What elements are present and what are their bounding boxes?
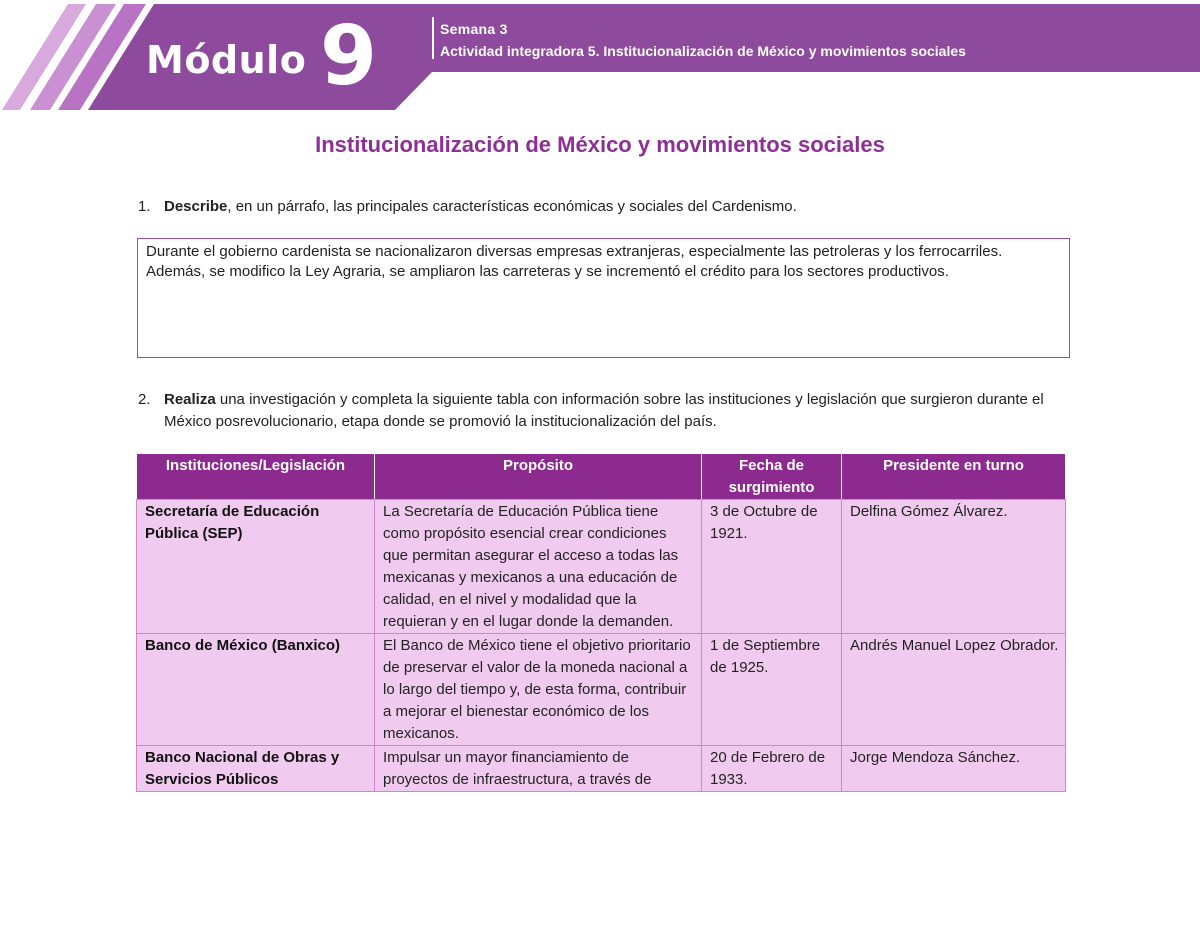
module-number: 9 bbox=[320, 9, 378, 104]
cell-institution[interactable]: Banco de México (Banxico) bbox=[137, 634, 375, 746]
cell-purpose[interactable]: Impulsar un mayor financiamiento de proyectos de infraestructura, a través de bbox=[375, 746, 702, 792]
question-verb: Describe bbox=[164, 198, 228, 215]
question-verb: Realiza bbox=[164, 391, 216, 408]
question-text bbox=[164, 196, 1068, 218]
activity-title: Actividad integradora 5. Institucionalización de México y movimientos sociales bbox=[440, 43, 966, 59]
question-number: 2. bbox=[138, 391, 151, 408]
question-number: 1. bbox=[138, 198, 151, 215]
question-body: , en un párrafo, las principales características económicas y sociales del Cardenismo. bbox=[227, 198, 797, 215]
cell-president[interactable]: Jorge Mendoza Sánchez. bbox=[842, 746, 1066, 792]
institutions-table bbox=[136, 453, 1066, 792]
cell-president[interactable]: Delfina Gómez Álvarez. bbox=[842, 500, 1066, 634]
cell-purpose[interactable]: La Secretaría de Educación Pública tiene como propósito esencial crear condiciones que permitan asegurar el acceso a todas las mexicanas y mexicanos a una educación de calidad, en el nivel y modalidad que la requieran y en el lugar donde la demanden. bbox=[375, 500, 702, 634]
question-text bbox=[164, 389, 1068, 433]
question-2 bbox=[138, 389, 1068, 433]
week-label: Semana 3 bbox=[440, 21, 508, 37]
header-president: Presidente en turno bbox=[842, 454, 1066, 500]
header-institution: Instituciones/Legislación bbox=[137, 454, 375, 500]
question-body: una investigación y completa la siguiente tabla con información sobre las instituciones y legislación que surgieron durante el México posrevolucionario, etapa donde se promovió la institucionalización del país. bbox=[164, 391, 1044, 430]
table-row bbox=[137, 634, 1066, 746]
header-divider bbox=[432, 17, 434, 59]
module-banner bbox=[0, 0, 1200, 115]
module-label: Módulo bbox=[146, 38, 307, 82]
cell-president[interactable]: Andrés Manuel Lopez Obrador. bbox=[842, 634, 1066, 746]
table-row bbox=[137, 500, 1066, 634]
table-header-row bbox=[137, 454, 1066, 500]
cell-institution[interactable]: Secretaría de Educación Pública (SEP) bbox=[137, 500, 375, 634]
question-1 bbox=[138, 196, 1068, 218]
cell-date[interactable]: 3 de Octubre de 1921. bbox=[702, 500, 842, 634]
header-date: Fecha de surgimiento bbox=[702, 454, 842, 500]
header-purpose: Propósito bbox=[375, 454, 702, 500]
document-title: Institucionalización de México y movimientos sociales bbox=[315, 132, 885, 157]
cell-date[interactable]: 20 de Febrero de 1933. bbox=[702, 746, 842, 792]
cell-institution[interactable]: Banco Nacional de Obras y Servicios Públicos bbox=[137, 746, 375, 792]
cell-purpose[interactable]: El Banco de México tiene el objetivo prioritario de preservar el valor de la moneda nacional a lo largo del tiempo y, de esta forma, contribuir a mejorar el bienestar económico de los mexicanos. bbox=[375, 634, 702, 746]
answer-textbox[interactable]: Durante el gobierno cardenista se nacionalizaron diversas empresas extranjeras, especialmente las petroleras y los ferrocarriles. Además, se modifico la Ley Agraria, se ampliaron las carreteras y se incrementó el crédito para los sectores productivos. bbox=[137, 238, 1070, 358]
table-row bbox=[137, 746, 1066, 792]
cell-date[interactable]: 1 de Septiembre de 1925. bbox=[702, 634, 842, 746]
